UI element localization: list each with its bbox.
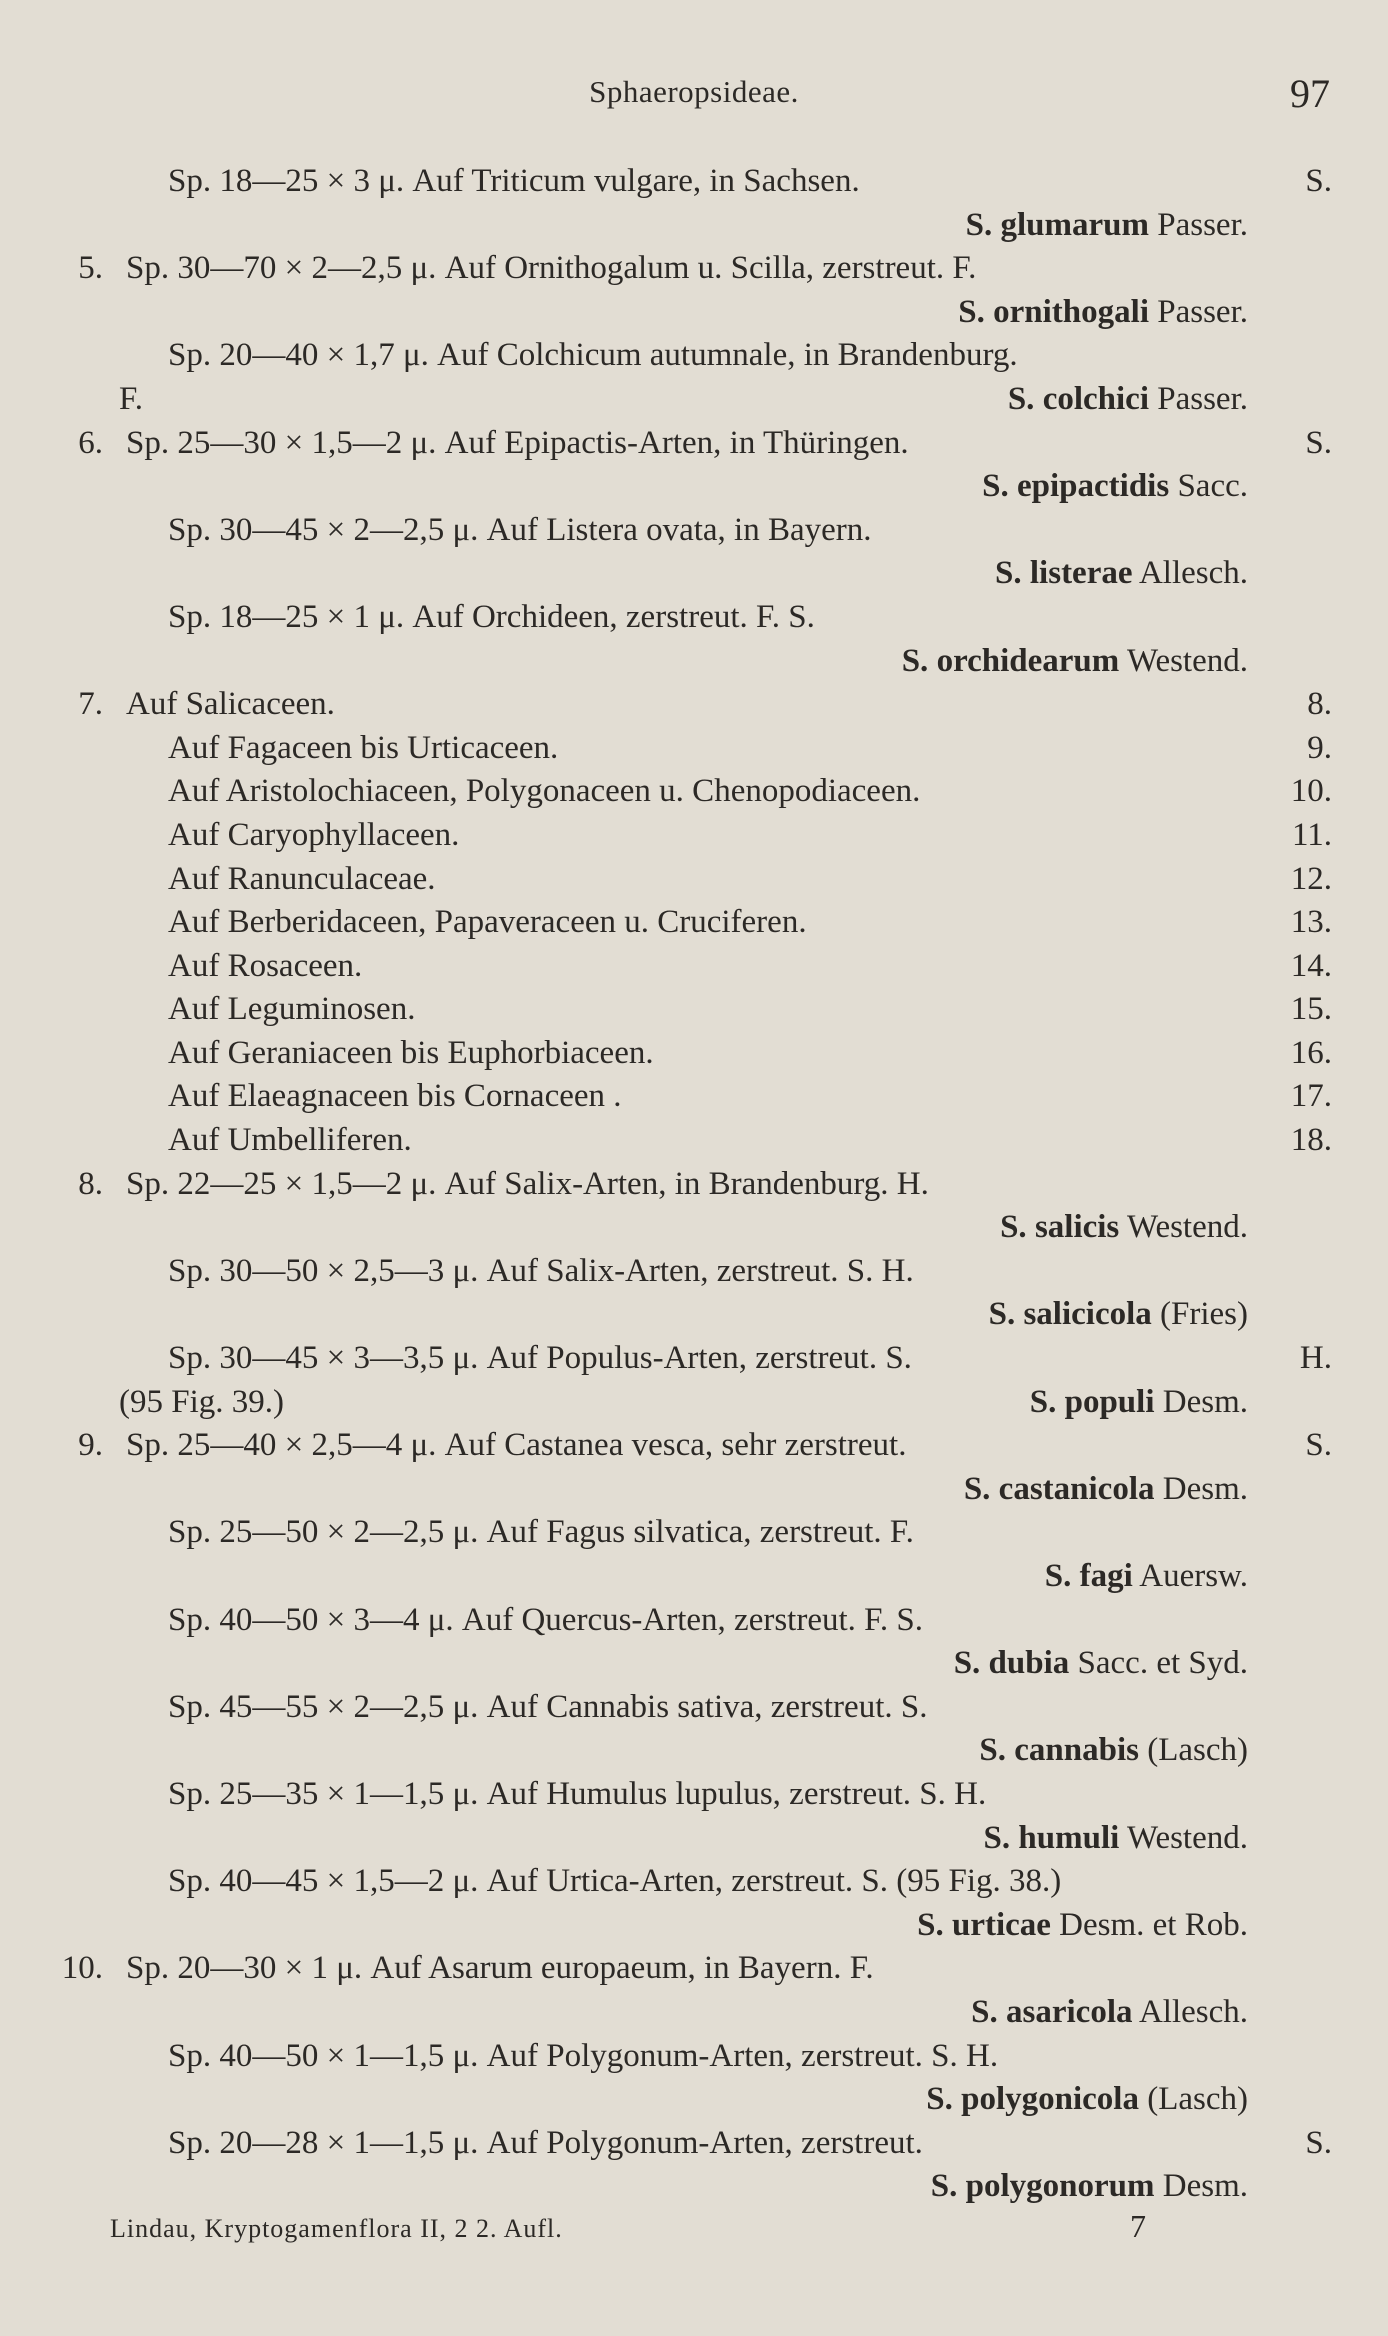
line-text: Sp. 40—50 × 1—1,5 μ. Auf Polygonum-Arten, zerstreut. S. H. xyxy=(168,2037,999,2074)
description-line xyxy=(0,1163,1388,1207)
couplet-number: 6. xyxy=(78,424,103,461)
description-line xyxy=(0,2035,1388,2079)
line-text: Auf Geraniaceen bis Euphorbiaceen. xyxy=(168,1034,654,1071)
species-name xyxy=(979,1729,1248,1773)
species-name-line xyxy=(0,378,1388,422)
page-number: 97 xyxy=(1290,71,1330,116)
couplet-number: 7. xyxy=(78,686,103,723)
species-epithet: dubia xyxy=(988,1645,1070,1682)
key-line xyxy=(0,988,1388,1032)
description-line xyxy=(0,1947,1388,1991)
line-text: Sp. 25—35 × 1—1,5 μ. Auf Humulus lupulus, zerstreut. S. H. xyxy=(168,1775,987,1812)
description-line xyxy=(0,1686,1388,1730)
species-epithet: urticae xyxy=(951,1906,1051,1943)
species-epithet: polygonorum xyxy=(965,2168,1155,2205)
species-epithet: salicicola xyxy=(1023,1296,1152,1333)
genus-abbrev: S. xyxy=(995,555,1022,592)
species-name xyxy=(917,1904,1248,1948)
species-name xyxy=(926,2078,1248,2122)
species-name-line xyxy=(0,640,1388,684)
species-epithet: castanicola xyxy=(998,1470,1155,1507)
page-header xyxy=(0,70,1388,120)
line-text: Auf Rosaceen. xyxy=(168,947,363,984)
species-author: Westend. xyxy=(1126,1819,1248,1856)
species-name xyxy=(966,204,1248,248)
species-name xyxy=(931,2165,1248,2209)
species-name-line xyxy=(0,1293,1388,1337)
genus-abbrev: S. xyxy=(979,1732,1006,1769)
species-name-line xyxy=(0,1381,1388,1425)
species-name-line xyxy=(0,204,1388,248)
couplet-number: 10. xyxy=(61,1950,103,1987)
line-text: Auf Berberidaceen, Papaveraceen u. Cruciferen. xyxy=(168,904,807,941)
genus-abbrev: S. xyxy=(930,2168,958,2205)
name-line-lead: (95 Fig. 39.) xyxy=(119,1383,284,1420)
species-author: Desm. xyxy=(1162,1383,1248,1420)
line-text: Sp. 18—25 × 3 μ. Auf Triticum vulgare, in Sachsen. xyxy=(168,163,860,199)
line-text: Sp. 25—40 × 2,5—4 μ. Auf Castanea vesca, sehr zerstreut. xyxy=(126,1427,907,1464)
species-author: Desm. et Rob. xyxy=(1059,1906,1248,1943)
running-title: Sphaeropsideae. xyxy=(589,74,799,109)
species-name-line xyxy=(0,465,1388,509)
line-text: Sp. 18—25 × 1 μ. Auf Orchideen, zerstreut. F. S. xyxy=(168,598,815,635)
key-line xyxy=(0,901,1388,945)
species-author: Sacc. et Syd. xyxy=(1077,1645,1248,1682)
species-author: (Lasch) xyxy=(1147,1732,1248,1769)
couplet-number: 9. xyxy=(78,1427,103,1464)
line-text: Sp. 45—55 × 2—2,5 μ. Auf Cannabis sativa, zerstreut. S. xyxy=(168,1688,928,1725)
key-line xyxy=(0,770,1388,814)
species-name xyxy=(982,465,1248,509)
species-author: Sacc. xyxy=(1177,468,1248,505)
species-author: Passer. xyxy=(1157,206,1248,243)
line-text: Sp. 20—30 × 1 μ. Auf Asarum europaeum, in Bayern. F. xyxy=(126,1950,874,1987)
genus-abbrev: S. xyxy=(982,468,1009,505)
species-epithet: orchidearum xyxy=(936,642,1120,679)
key-reference: 18. xyxy=(1290,1122,1332,1159)
species-name-line xyxy=(0,1206,1388,1250)
line-text: Auf Ranunculaceae. xyxy=(168,860,436,897)
page-body xyxy=(0,160,1388,2209)
line-text: Sp. 30—50 × 2,5—3 μ. Auf Salix-Arten, zerstreut. S. H. xyxy=(168,1252,914,1289)
species-name-line xyxy=(0,1555,1388,1599)
species-name-line xyxy=(0,1817,1388,1861)
line-text: Auf Elaeagnaceen bis Cornaceen . xyxy=(168,1078,622,1115)
page-footer xyxy=(110,2208,1310,2258)
key-reference: 10. xyxy=(1290,773,1332,810)
species-name xyxy=(1000,1206,1248,1250)
line-text: Auf Salicaceen. xyxy=(126,686,335,723)
description-line xyxy=(0,422,1388,466)
key-line xyxy=(0,945,1388,989)
line-text: Sp. 20—40 × 1,7 μ. Auf Colchicum autumnale, in Brandenburg. xyxy=(168,337,1018,374)
key-reference: 14. xyxy=(1290,947,1332,984)
line-text: Sp. 25—50 × 2—2,5 μ. Auf Fagus silvatica, zerstreut. F. xyxy=(168,1514,914,1551)
key-reference: 17. xyxy=(1290,1078,1332,1115)
description-line xyxy=(0,1337,1388,1381)
species-author: (Lasch) xyxy=(1147,2081,1248,2118)
key-reference: 8. xyxy=(1307,686,1332,723)
species-name-line xyxy=(0,1642,1388,1686)
description-line xyxy=(0,596,1388,640)
species-author: Desm. xyxy=(1162,2168,1248,2205)
species-name-line xyxy=(0,1468,1388,1512)
species-epithet: ornithogali xyxy=(993,293,1149,330)
species-name xyxy=(902,640,1248,684)
genus-abbrev: S. xyxy=(1000,1209,1027,1246)
species-epithet: fagi xyxy=(1079,1558,1133,1594)
line-text: Auf Caryophyllaceen. xyxy=(168,816,460,853)
species-epithet: cannabis xyxy=(1014,1732,1139,1769)
key-reference: 12. xyxy=(1290,860,1332,897)
species-name-line xyxy=(0,1991,1388,2035)
line-text: Sp. 40—50 × 3—4 μ. Auf Quercus-Arten, zerstreut. F. S. xyxy=(168,1601,923,1638)
description-line xyxy=(0,160,1388,204)
description-line xyxy=(0,247,1388,291)
species-name xyxy=(1030,1381,1248,1425)
description-line xyxy=(0,1424,1388,1468)
line-text: Auf Umbelliferen. xyxy=(168,1122,412,1159)
species-author: Desm. xyxy=(1162,1470,1248,1507)
line-tail: S. xyxy=(1305,2124,1332,2161)
key-reference: 11. xyxy=(1291,816,1332,853)
footer-citation: Lindau, Kryptogamenflora II, 2 2. Aufl. xyxy=(110,2214,563,2243)
species-name xyxy=(995,552,1248,596)
key-reference: 13. xyxy=(1290,904,1332,941)
description-line xyxy=(0,1773,1388,1817)
line-tail: S. xyxy=(1305,424,1332,461)
species-name-line xyxy=(0,552,1388,596)
key-line xyxy=(0,1075,1388,1119)
species-epithet: salicis xyxy=(1034,1209,1120,1246)
description-line xyxy=(0,1599,1388,1643)
line-text: Sp. 30—70 × 2—2,5 μ. Auf Ornithogalum u. Scilla, zerstreut. F. xyxy=(126,250,977,287)
species-name-line xyxy=(0,2165,1388,2209)
species-epithet: colchici xyxy=(1042,380,1149,417)
key-line xyxy=(0,727,1388,771)
genus-abbrev: S. xyxy=(953,1645,981,1682)
key-reference: 9. xyxy=(1307,729,1332,766)
couplet-number: 5. xyxy=(78,250,103,287)
species-name xyxy=(984,1817,1248,1861)
genus-abbrev: S. xyxy=(926,2081,953,2118)
species-name xyxy=(958,291,1248,335)
line-text: Sp. 30—45 × 2—2,5 μ. Auf Listera ovata, in Bayern. xyxy=(168,511,872,548)
species-name xyxy=(989,1293,1248,1337)
species-name-line xyxy=(0,2078,1388,2122)
genus-abbrev: S. xyxy=(1007,380,1035,417)
line-text: Sp. 40—45 × 1,5—2 μ. Auf Urtica-Arten, zerstreut. S. (95 Fig. 38.) xyxy=(168,1863,1062,1900)
species-name xyxy=(964,1468,1248,1512)
key-line xyxy=(0,683,1388,727)
species-epithet: humuli xyxy=(1018,1819,1120,1856)
description-line xyxy=(0,1511,1388,1555)
line-text: Sp. 22—25 × 1,5—2 μ. Auf Salix-Arten, in Brandenburg. H. xyxy=(126,1165,929,1202)
species-epithet: populi xyxy=(1064,1383,1155,1420)
line-tail: H. xyxy=(1299,1340,1332,1377)
couplet-number: 8. xyxy=(78,1165,103,1202)
line-text: Auf Leguminosen. xyxy=(168,991,416,1028)
key-line xyxy=(0,858,1388,902)
description-line xyxy=(0,334,1388,378)
species-author: Passer. xyxy=(1157,293,1248,330)
species-epithet: asaricola xyxy=(1006,1993,1133,2030)
genus-abbrev: S. xyxy=(1029,1383,1057,1420)
description-line xyxy=(0,2122,1388,2166)
description-line xyxy=(0,509,1388,553)
genus-abbrev: S. xyxy=(983,1819,1011,1856)
key-line xyxy=(0,1032,1388,1076)
genus-abbrev: S. xyxy=(963,1470,991,1507)
species-author: Allesch. xyxy=(1138,555,1248,592)
species-author: Passer. xyxy=(1157,380,1248,417)
line-text: Auf Fagaceen bis Urticaceen. xyxy=(168,729,559,766)
species-author: Allesch. xyxy=(1138,1993,1248,2030)
footer-signature: 7 xyxy=(1130,2208,1146,2244)
species-epithet: glumarum xyxy=(1000,206,1149,243)
species-name-line xyxy=(0,291,1388,335)
species-author: Westend. xyxy=(1126,1209,1248,1246)
genus-abbrev: S. xyxy=(965,206,993,243)
line-text: Sp. 20—28 × 1—1,5 μ. Auf Polygonum-Arten, zerstreut. xyxy=(168,2124,923,2161)
genus-abbrev: S. xyxy=(1044,1558,1072,1594)
line-tail: S. xyxy=(1305,1427,1332,1464)
key-reference: 15. xyxy=(1290,991,1332,1028)
description-line xyxy=(0,1250,1388,1294)
species-epithet: epipactidis xyxy=(1017,468,1170,505)
genus-abbrev: S. xyxy=(988,1296,1016,1333)
species-name xyxy=(1045,1555,1248,1599)
description-line xyxy=(0,1860,1388,1904)
line-tail: S. xyxy=(1305,163,1332,199)
species-author: (Fries) xyxy=(1160,1296,1248,1333)
line-text: Sp. 30—45 × 3—3,5 μ. Auf Populus-Arten, zerstreut. S. xyxy=(168,1340,912,1377)
genus-abbrev: S. xyxy=(901,642,929,679)
key-reference: 16. xyxy=(1290,1034,1332,1071)
species-author: Auersw. xyxy=(1139,1558,1248,1594)
species-name xyxy=(971,1991,1248,2035)
name-line-lead: F. xyxy=(119,380,143,417)
key-line xyxy=(0,1119,1388,1163)
species-name-line xyxy=(0,1729,1388,1773)
line-text: Sp. 25—30 × 1,5—2 μ. Auf Epipactis-Arten, in Thüringen. xyxy=(126,424,909,461)
species-name xyxy=(1008,378,1248,422)
species-author: Westend. xyxy=(1126,642,1248,679)
genus-abbrev: S. xyxy=(971,1993,998,2030)
species-epithet: polygonicola xyxy=(961,2081,1139,2118)
species-epithet: listerae xyxy=(1029,555,1133,592)
genus-abbrev: S. xyxy=(917,1906,944,1943)
key-line xyxy=(0,814,1388,858)
line-text: Auf Aristolochiaceen, Polygonaceen u. Chenopodiaceen. xyxy=(168,773,921,810)
species-name xyxy=(954,1642,1248,1686)
genus-abbrev: S. xyxy=(958,293,985,330)
species-name-line xyxy=(0,1904,1388,1948)
